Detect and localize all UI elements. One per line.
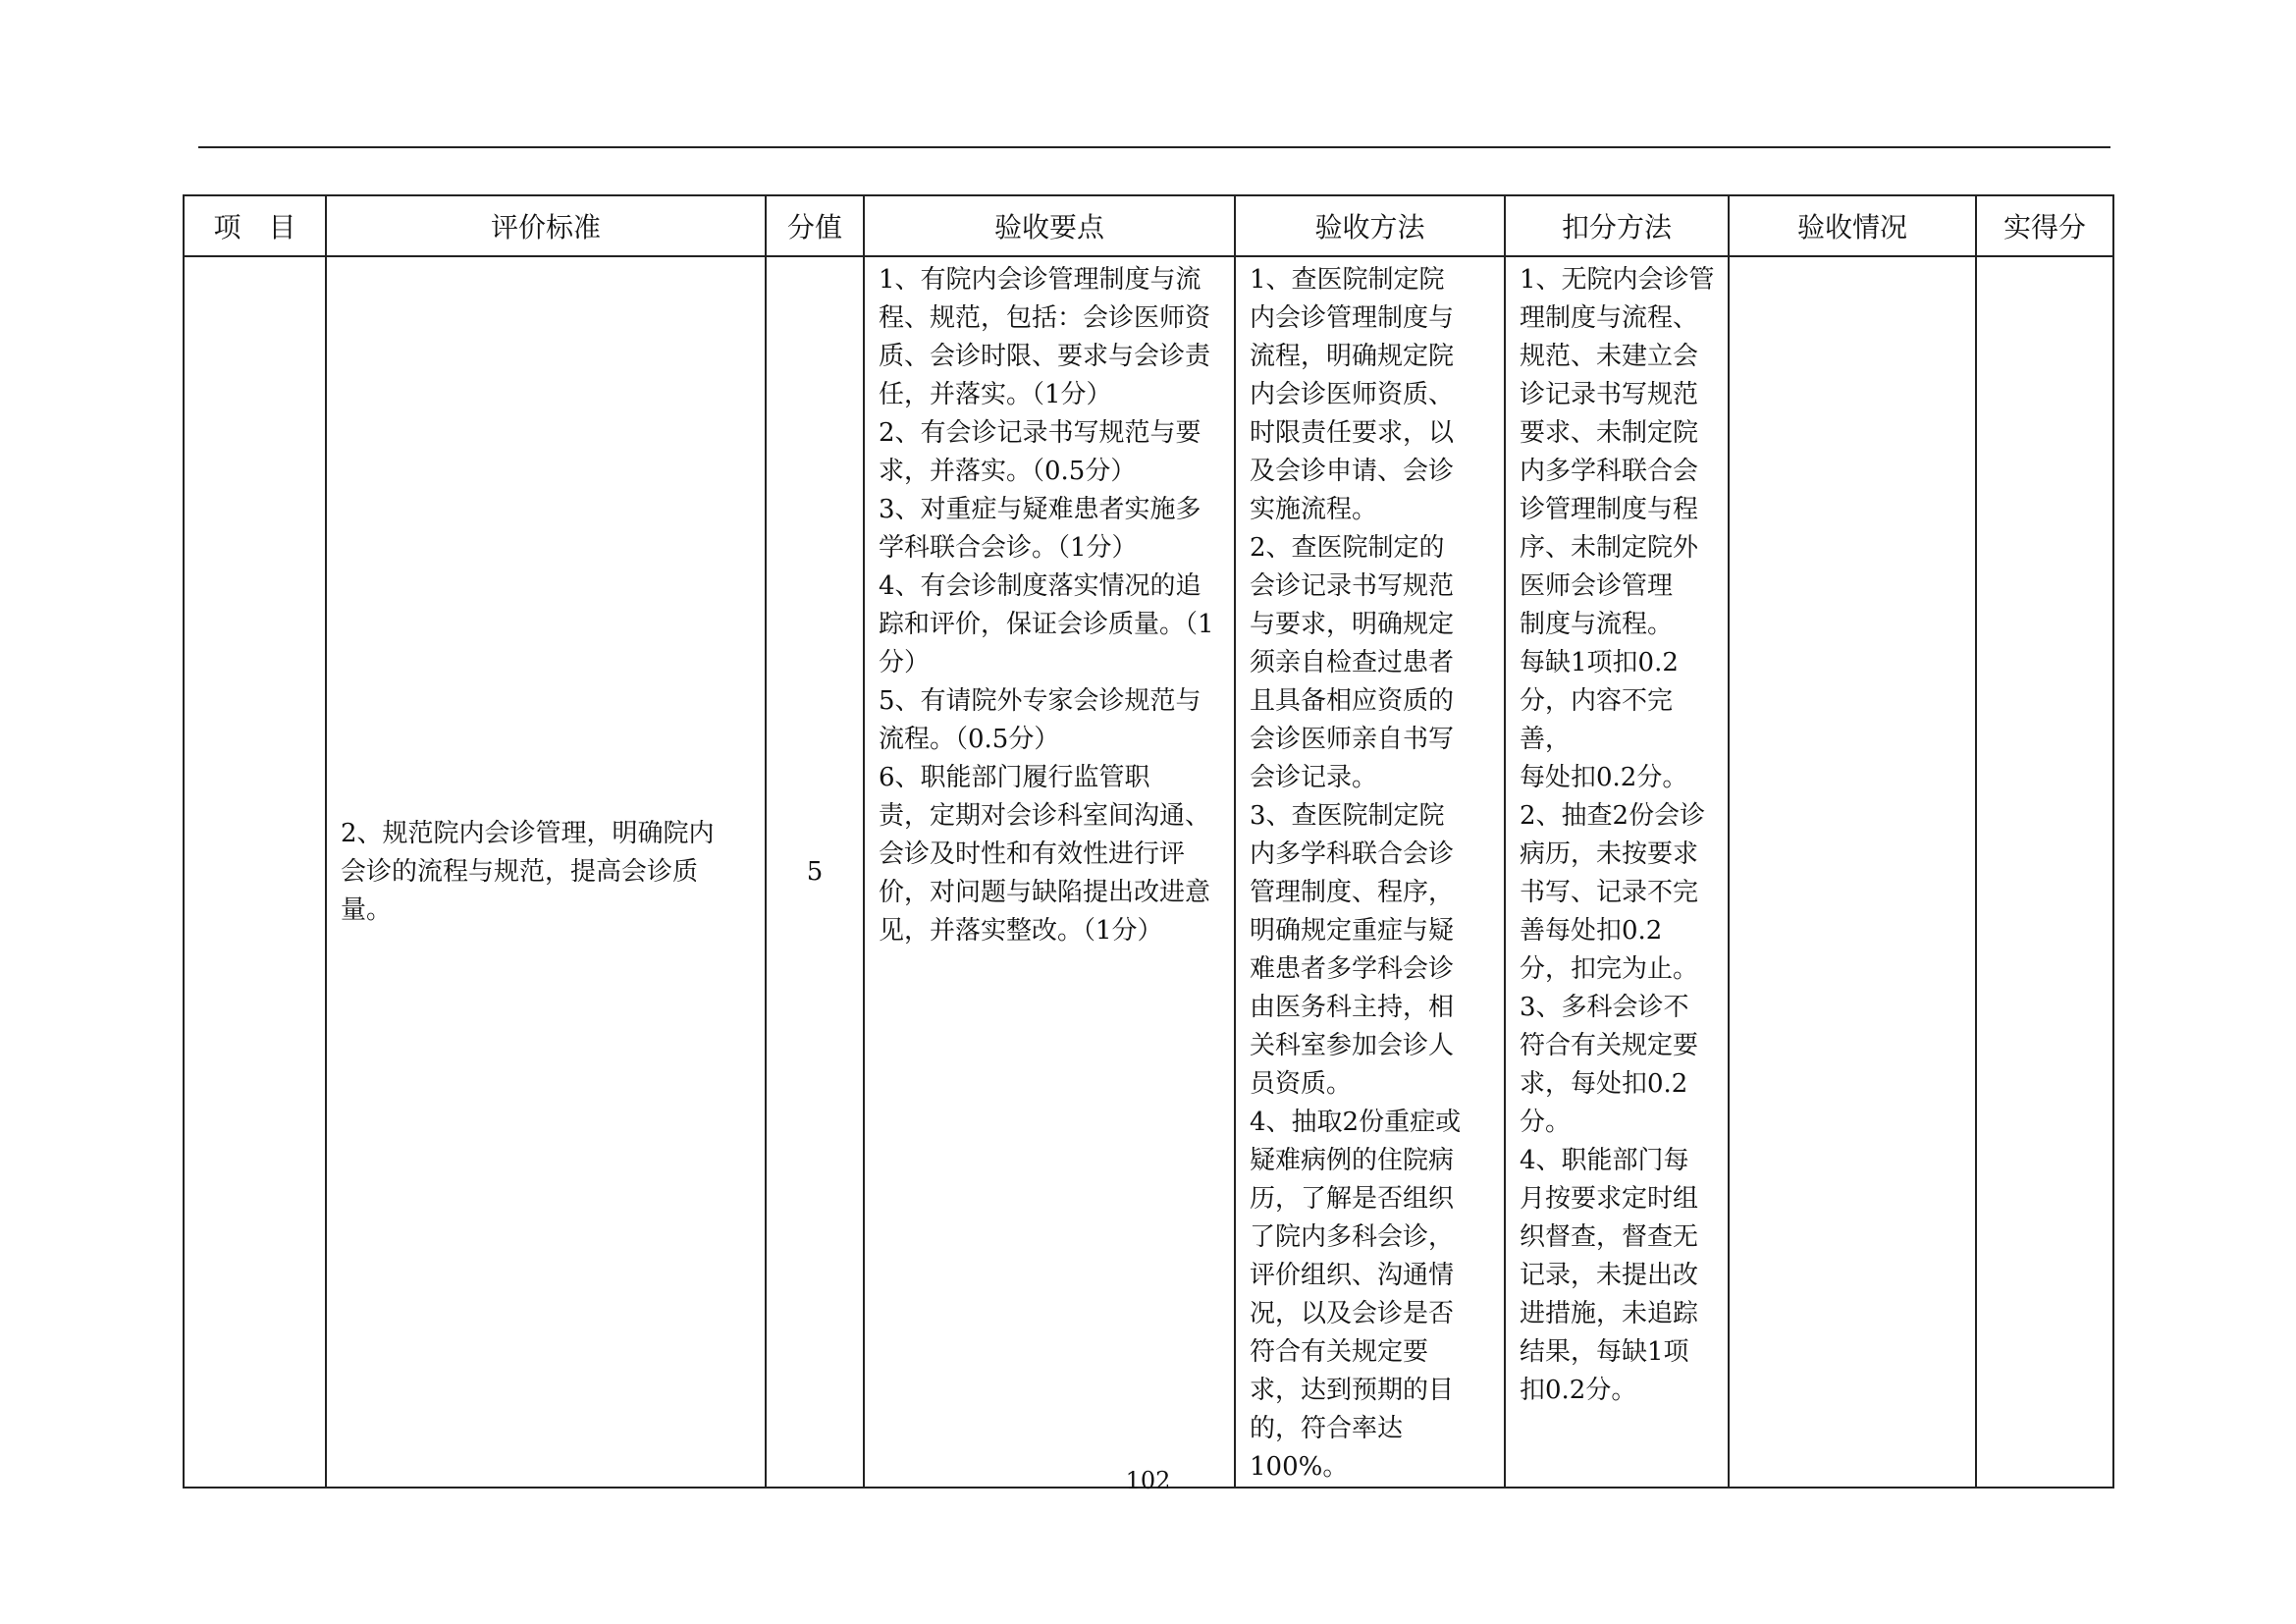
cell-item xyxy=(184,256,326,1488)
header-key-points: 验收要点 xyxy=(864,195,1235,256)
score-value: 5 xyxy=(806,857,824,887)
cell-actual-score xyxy=(1976,256,2113,1488)
header-method: 验收方法 xyxy=(1235,195,1505,256)
header-score: 分值 xyxy=(766,195,864,256)
cell-score xyxy=(766,256,864,1488)
evaluation-table xyxy=(183,194,2114,1489)
cell-deduction xyxy=(1505,256,1729,1488)
criterion-text: 2、规范院内会诊管理，明确院内 会诊的流程与规范，提高会诊质 量。 xyxy=(341,818,715,925)
cell-method xyxy=(1235,256,1505,1488)
page-number: 102 xyxy=(1125,1467,1171,1494)
table-header-row xyxy=(184,195,2113,256)
table-row xyxy=(184,256,2113,1488)
key-points-text: 1、有院内会诊管理制度与流 程、规范，包括：会诊医师资 质、会诊时限、要求与会诊责 任，并落实。（1分） 2、有会诊记录书写规范与要 求，并落实。（0.5分） 3、对重症与疑难患者实施多 学科联合会诊。（1分） 4、有会诊制度落实情况的追 踪和评价，保证会诊质量。（1 分） 5、有请院外专家会诊规范与 流程。（0.5分） 6、职能部门履行监管职 责，定期对会诊科室间沟通、 会诊及时性和有效性进行评 价，对问题与缺陷提出改进意 见，并落实整改。（1分） xyxy=(879,265,1214,946)
deduction-text: 1、无院内会诊管 理制度与流程、 规范、未建立会 诊记录书写规范 要求、未制定院 内多学科联合会 诊管理制度与程 序、未制定院外 医师会诊管理 制度与流程。 每缺1项扣0.2 分，内容不完善， 每处扣0.2分。 2、抽查2份会诊 病历，未按要求 书写、记录不完 善每处扣0.2 分，扣完为止。 3、多科会诊不 符合有关规定要 求，每处扣0.2 分。 4、职能部门每 月按要求定时组 织督查，督查无 记录，未提出改 进措施，未追踪 结果，每缺1项 扣0.2分。 xyxy=(1520,265,1715,1405)
header-item: 项 目 xyxy=(184,195,326,256)
method-text: 1、查医院制定院 内会诊管理制度与 流程，明确规定院 内会诊医师资质、 时限责任要求，以 及会诊申请、会诊 实施流程。 2、查医院制定的 会诊记录书写规范 与要求，明确规定 须亲自检查过患者 且具备相应资质的 会诊医师亲自书写 会诊记录。 3、查医院制定院 内多学科联合会诊 管理制度、程序， 明确规定重症与疑 难患者多学科会诊 由医务科主持，相 关科室参加会诊人 员资质。 4、抽取2份重症或 疑难病例的住院病 历，了解是否组织 了院内多科会诊， 评价组织、沟通情 况，以及会诊是否 符合有关规定要 求，达到预期的目 的，符合率达100%。 xyxy=(1250,265,1462,1482)
cell-key-points xyxy=(864,256,1235,1488)
header-criterion: 评价标准 xyxy=(326,195,766,256)
header-rule xyxy=(198,146,2110,148)
cell-criterion xyxy=(326,256,766,1488)
cell-acceptance-status xyxy=(1729,256,1976,1488)
header-actual-score: 实得分 xyxy=(1976,195,2113,256)
header-acceptance-status: 验收情况 xyxy=(1729,195,1976,256)
header-deduction: 扣分方法 xyxy=(1505,195,1729,256)
